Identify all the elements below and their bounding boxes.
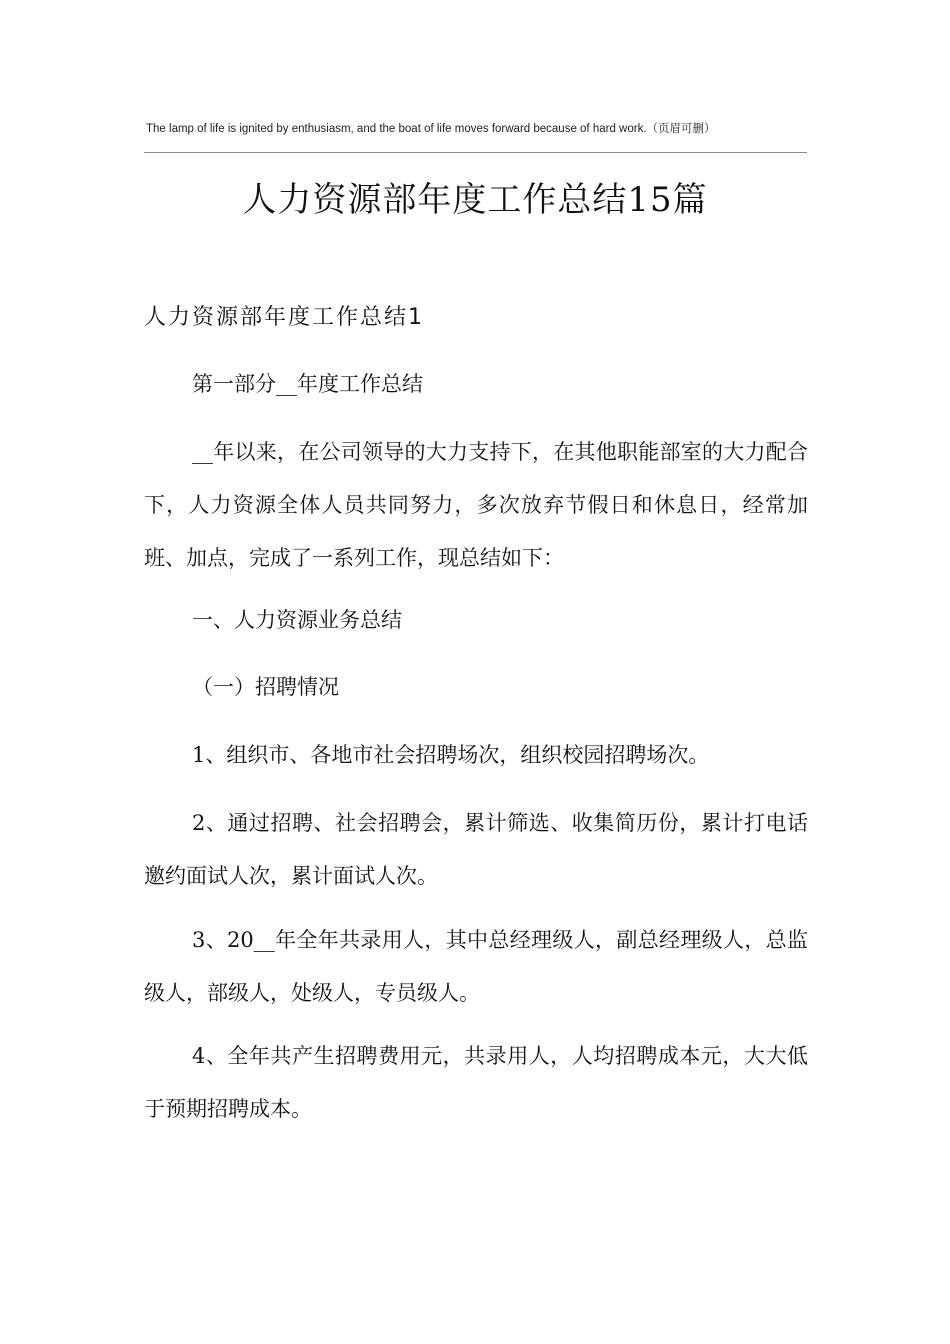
page-header: The lamp of life is ignited by enthusiasm, and the boat of life moves forward because of hard work.（页眉可删） [146, 123, 716, 135]
paragraph-item-2: 2、通过招聘、社会招聘会，累计筛选、收集简历份，累计打电话邀约面试人次，累计面试人次。 [144, 811, 808, 888]
paragraph-item-1: 1、组织市、各地市社会招聘场次，组织校园招聘场次。 [192, 743, 710, 767]
document-title: 人力资源部年度工作总结15篇 [242, 180, 708, 220]
paragraph-heading-recruitment: （一）招聘情况 [192, 675, 339, 699]
paragraph-part-one: 第一部分__年度工作总结 [192, 372, 423, 396]
paragraph-item-4: 4、全年共产生招聘费用元，共录用人，人均招聘成本元，大大低于预期招聘成本。 [144, 1044, 808, 1121]
paragraph-heading-hr: 一、人力资源业务总结 [192, 608, 402, 632]
section-heading: 人力资源部年度工作总结1 [144, 305, 424, 330]
paragraph-item-3: 3、20__年全年共录用人，其中总经理级人，副总经理级人，总监级人，部级人，处级人，专员级人。 [144, 928, 808, 1005]
header-divider [144, 152, 807, 153]
paragraph-intro: __年以来，在公司领导的大力支持下，在其他职能部室的大力配合下，人力资源全体人员共同努力，多次放弃节假日和休息日，经常加班、加点，完成了一系列工作，现总结如下： [144, 440, 808, 570]
